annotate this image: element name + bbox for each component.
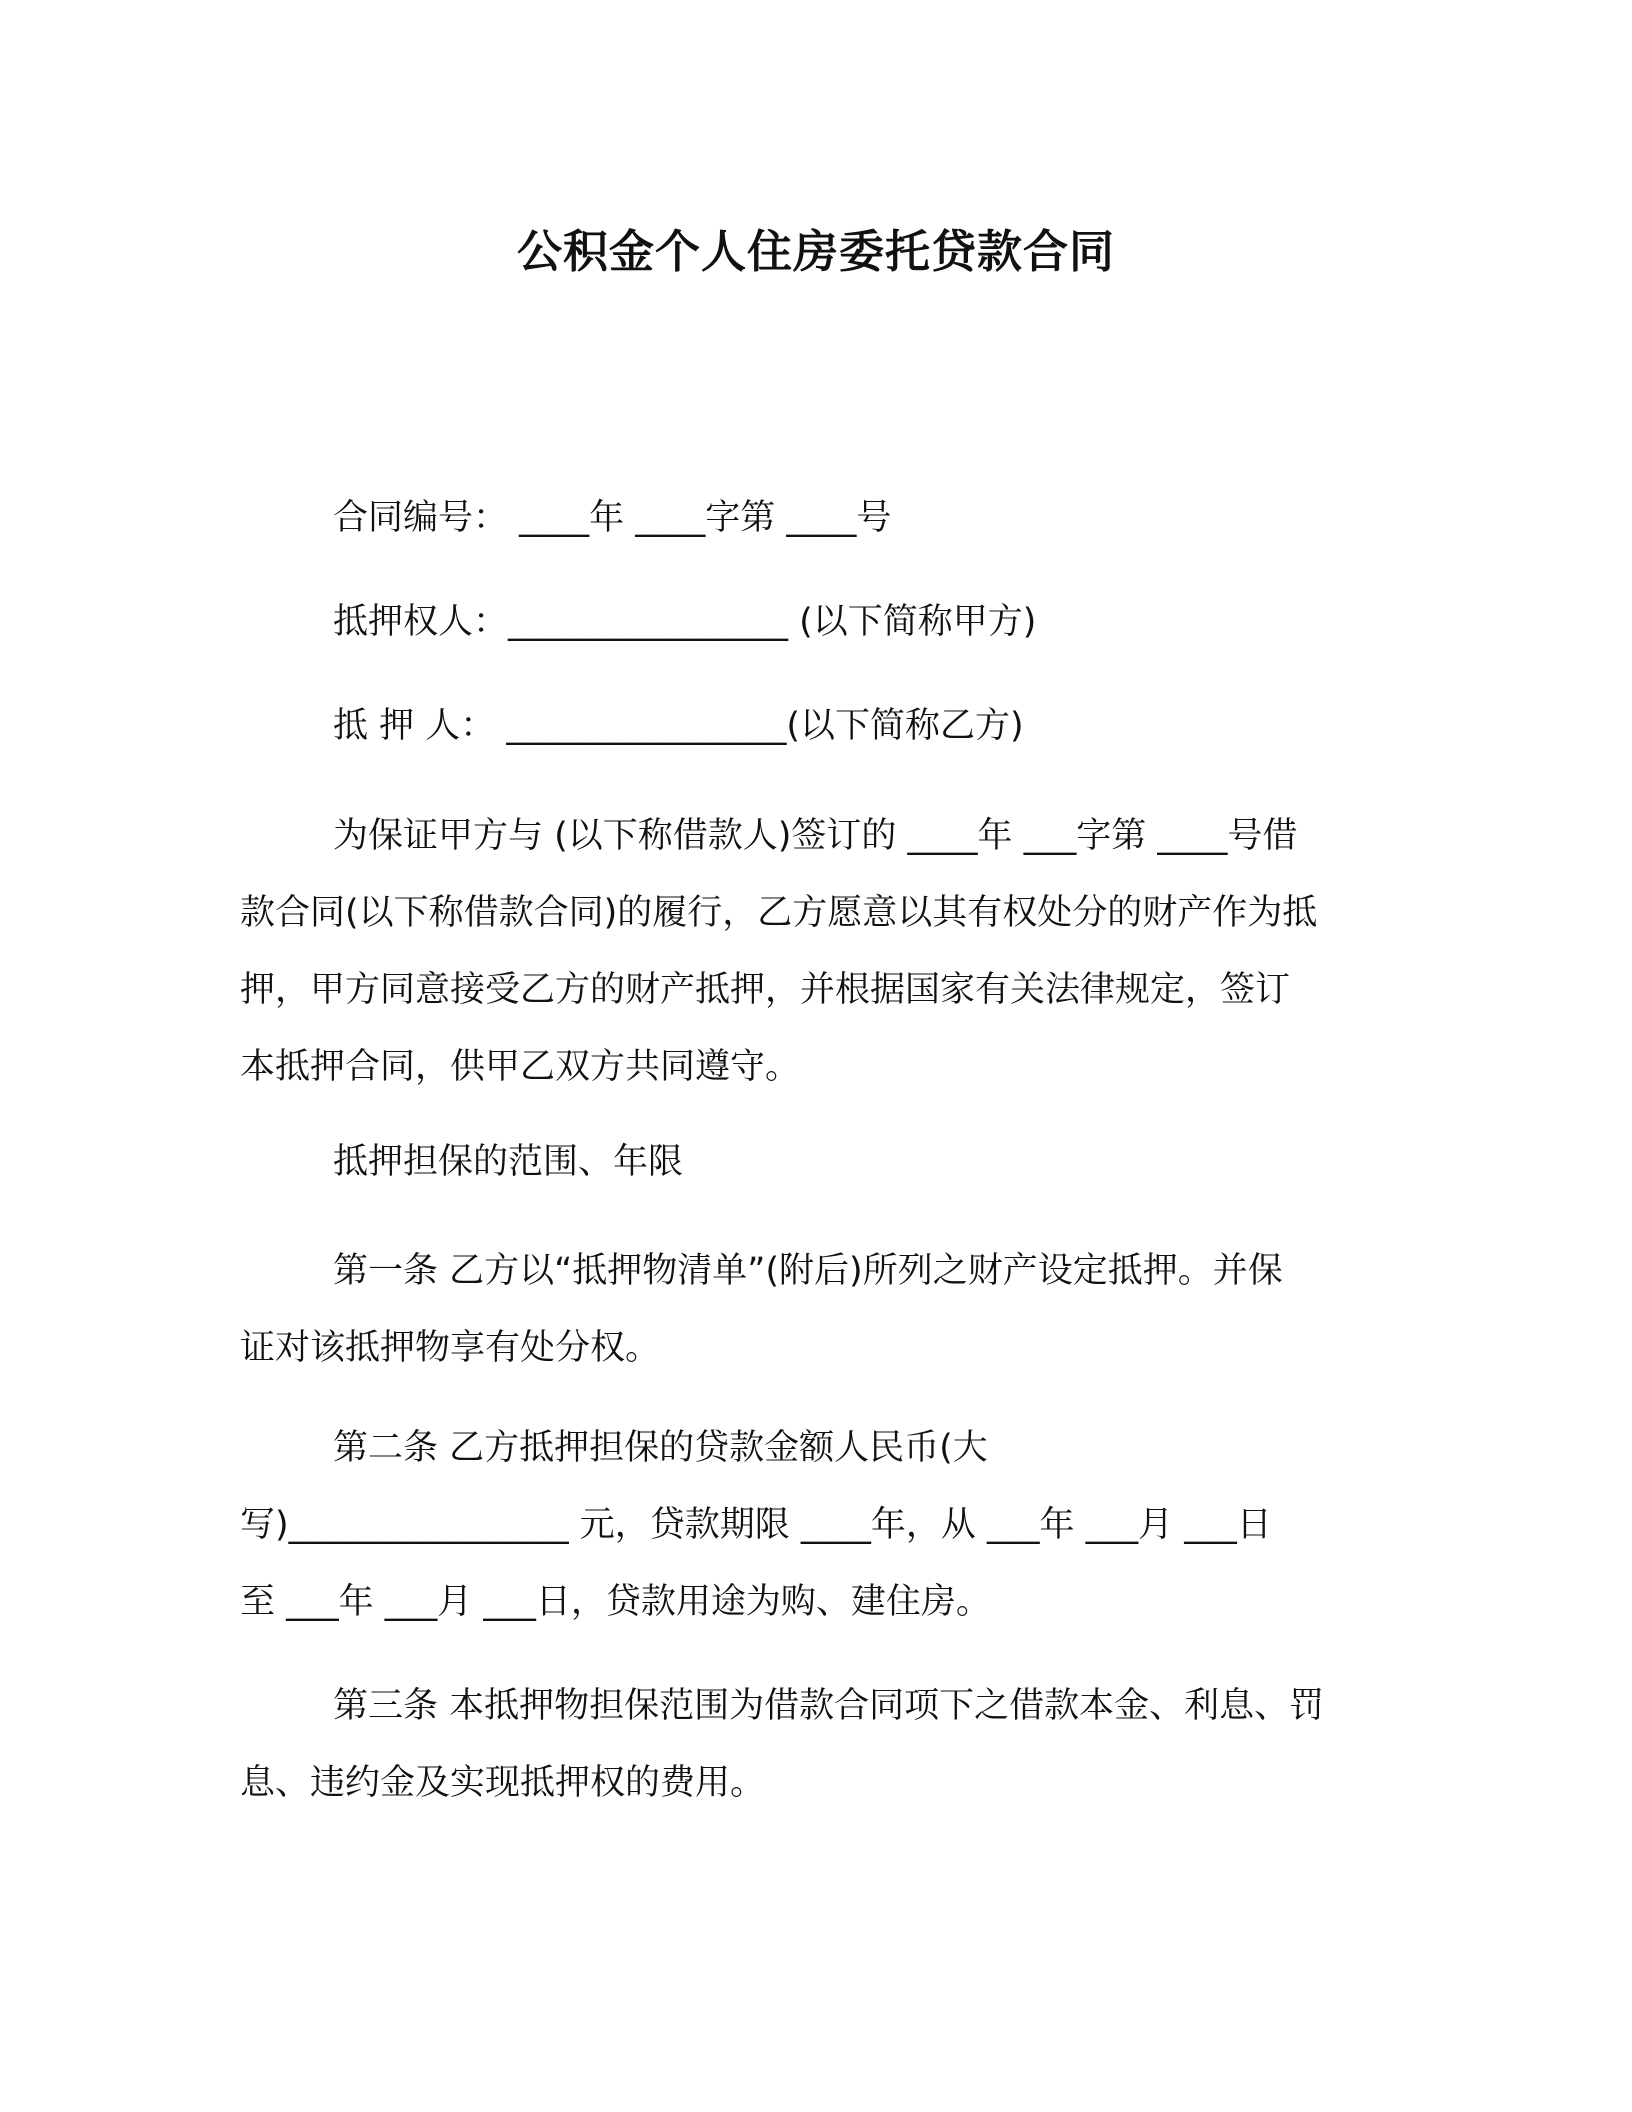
article-1-line-2: 证对该抵押物享有处分权。: [240, 1328, 661, 1368]
intro-paragraph: [240, 798, 1317, 1106]
article-2-line-1: 第二条 乙方抵押担保的贷款金额人民币(大: [333, 1428, 988, 1468]
document-title: 公积金个人住房委托贷款合同: [516, 225, 1115, 278]
article-2-line-3: 至 ___年 ___月 ___日，贷款用途为购、建住房。: [240, 1582, 991, 1622]
section-heading: 抵押担保的范围、年限: [333, 1142, 684, 1182]
article-1-line-1: 第一条 乙方以“抵押物清单”(附后)所列之财产设定抵押。并保: [333, 1251, 1283, 1291]
article-3-line-1: 第三条 本抵押物担保范围为借款合同项下之借款本金、利息、罚: [333, 1686, 1325, 1726]
intro-line-2: 款合同(以下称借款合同)的履行，乙方愿意以其有权处分的财产作为抵: [240, 893, 1318, 933]
intro-line-3: 押，甲方同意接受乙方的财产抵押，并根据国家有关法律规定，签订: [240, 970, 1291, 1010]
article-2-line-2: 写)________________ 元，贷款期限 ____年，从 ___年 ___月 ___日: [240, 1505, 1272, 1545]
contract-number-line: 合同编号： ____年 ____字第 ____号: [333, 498, 892, 538]
article-3: [240, 1668, 1324, 1822]
mortgagee-line: 抵押权人：________________ (以下简称甲方): [333, 602, 1037, 642]
mortgagor-line: 抵 押 人： ________________(以下简称乙方): [333, 706, 1024, 746]
article-3-line-2: 息、违约金及实现抵押权的费用。: [240, 1763, 766, 1803]
article-1: [240, 1233, 1283, 1387]
intro-line-1: 为保证甲方与 (以下称借款人)签订的 ____年 ___字第 ____号借: [333, 816, 1298, 856]
intro-line-4: 本抵押合同，供甲乙双方共同遵守。: [240, 1047, 801, 1087]
article-2: [240, 1410, 1272, 1641]
